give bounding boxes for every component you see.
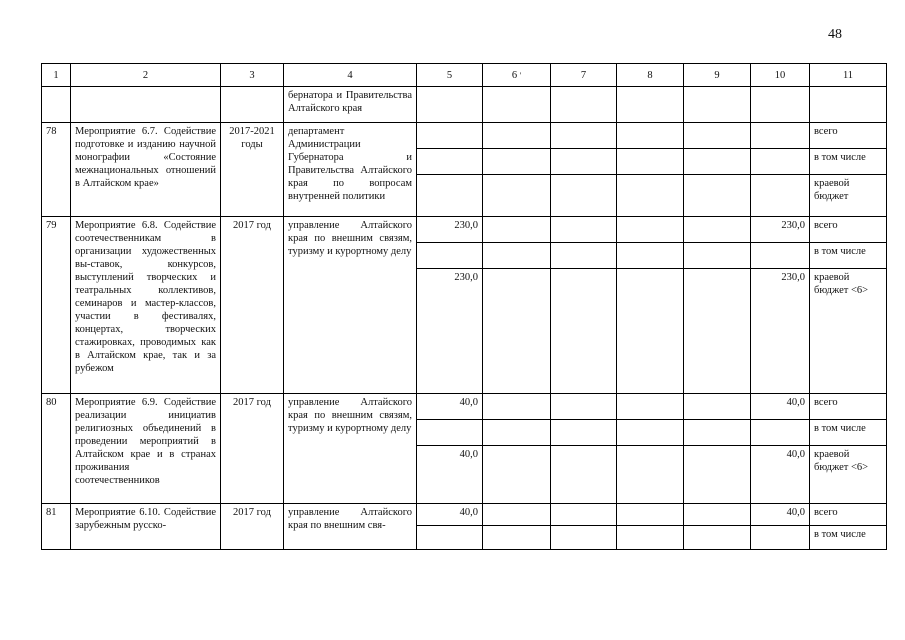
value-col-10 — [751, 420, 810, 446]
period-cell: 2017 год — [221, 394, 284, 504]
value-col-5 — [417, 526, 483, 550]
activity-cell: Мероприятие 6.9. Содействие реализации инициатив религиозных объединений в проведении мероприятий в Алтайском крае и в странах проживания соотечественников — [71, 394, 221, 504]
column-header: 7 — [551, 64, 617, 87]
funding-level: в том числе — [810, 420, 887, 446]
activity-cell: Мероприятие 6.7. Содействие подготовке и изданию научной монографии «Состояние межнациональных отношений в Алтайском крае» — [71, 123, 221, 217]
header-row — [42, 64, 887, 87]
value-col-10: 230,0 — [751, 217, 810, 243]
row-number: 81 — [42, 504, 71, 550]
value-col-5 — [417, 149, 483, 175]
table-row — [42, 504, 887, 526]
column-header: 3 — [221, 64, 284, 87]
funding-level: краевой бюджет <6> — [810, 269, 887, 394]
value-col-10: 40,0 — [751, 504, 810, 526]
value-col-10 — [751, 149, 810, 175]
column-header-label: 6 — [511, 69, 518, 81]
value-col-10 — [751, 175, 810, 217]
table-row — [42, 217, 887, 243]
funding-level: всего — [810, 394, 887, 420]
executor-cell: бернатора и Правительства Алтайского края — [284, 87, 417, 123]
funding-level: в том числе — [810, 243, 887, 269]
value-col-10 — [751, 243, 810, 269]
table-row — [42, 87, 887, 123]
value-col-5: 230,0 — [417, 269, 483, 394]
table-row — [42, 394, 887, 420]
column-header: 4 — [284, 64, 417, 87]
period-cell: 2017-2021 годы — [221, 123, 284, 217]
activity-cell: Мероприятие 6.10. Содействие зарубежным русско- — [71, 504, 221, 550]
row-number: 78 — [42, 123, 71, 217]
funding-level: всего — [810, 123, 887, 149]
row-number: 79 — [42, 217, 71, 394]
value-col-5: 40,0 — [417, 446, 483, 504]
value-col-10 — [751, 123, 810, 149]
value-col-10: 40,0 — [751, 446, 810, 504]
funding-level: краевой бюджет — [810, 175, 887, 217]
column-header — [483, 64, 551, 87]
funding-level: всего — [810, 504, 887, 526]
value-col-5: 230,0 — [417, 217, 483, 243]
executor-cell: управление Алтайского края по внешним связям, туризму и курортному делу — [284, 394, 417, 504]
program-activities-table — [41, 63, 887, 550]
value-col-5 — [417, 243, 483, 269]
value-col-5: 40,0 — [417, 504, 483, 526]
value-col-5: 40,0 — [417, 394, 483, 420]
period-cell: 2017 год — [221, 504, 284, 550]
activity-cell: Мероприятие 6.8. Содействие соотечественникам в организации художественных вы-ставок, конкурсов, выступлений творческих и театральных коллективов, семинаров и мастер-классов, участии в фестивалях, концертах, творческих стажировках, проводимых как в Алтайском крае, так и за рубежом — [71, 217, 221, 394]
column-header: 2 — [71, 64, 221, 87]
page-number: 48 — [828, 27, 842, 42]
funding-level: в том числе — [810, 149, 887, 175]
value-col-5 — [417, 175, 483, 217]
funding-level: в том числе — [810, 526, 887, 550]
column-header: 8 — [617, 64, 684, 87]
executor-cell: управление Алтайского края по внешним связям, туризму и курортному делу — [284, 217, 417, 394]
executor-cell: департамент Администрации Губернатора и Правительства Алтайского края по вопросам внутренней политики — [284, 123, 417, 217]
funding-level: всего — [810, 217, 887, 243]
column-header: 9 — [684, 64, 751, 87]
value-col-5 — [417, 123, 483, 149]
value-col-10: 40,0 — [751, 394, 810, 420]
column-header: 10 — [751, 64, 810, 87]
table-row — [42, 123, 887, 149]
funding-level: краевой бюджет <6> — [810, 446, 887, 504]
header-mark: ' — [519, 70, 522, 80]
value-col-10 — [751, 526, 810, 550]
column-header: 11 — [810, 64, 887, 87]
period-cell: 2017 год — [221, 217, 284, 394]
row-number: 80 — [42, 394, 71, 504]
executor-cell: управление Алтайского края по внешним свя- — [284, 504, 417, 550]
column-header: 5 — [417, 64, 483, 87]
column-header: 1 — [42, 64, 71, 87]
value-col-10: 230,0 — [751, 269, 810, 394]
value-col-5 — [417, 420, 483, 446]
